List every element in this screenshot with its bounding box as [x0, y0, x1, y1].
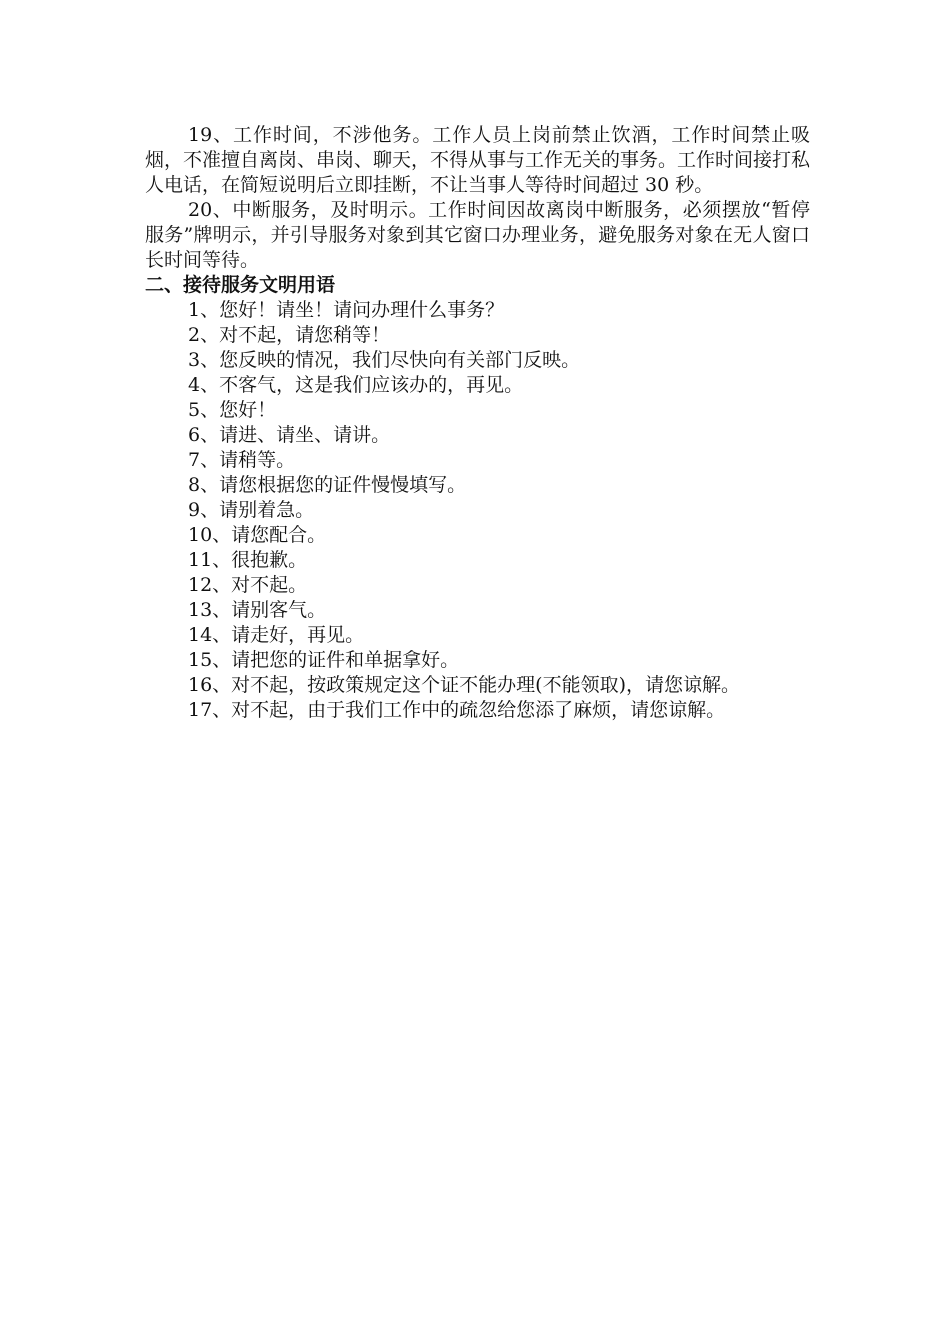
list-item: 1、您好！请坐！请问办理什么事务？	[188, 299, 505, 321]
list-item: 2、对不起，请您稍等！	[188, 324, 391, 346]
list-item: 15、请把您的证件和单据拿好。	[188, 649, 460, 671]
list-item: 9、请别着急。	[188, 499, 315, 521]
paragraph-19: 19、工作时间，不涉他务。工作人员上岗前禁止饮酒，工作时间禁止吸烟，不准擅自离岗、串岗、聊天，不得从事与工作无关的事务。工作时间接打私人电话，在简短说明后立即挂断，不让当事人等待时间超过 30 秒。	[145, 124, 811, 196]
list-item: 7、请稍等。	[188, 449, 296, 471]
section-heading: 二、接待服务文明用语	[145, 274, 336, 296]
list-item: 4、不客气，这是我们应该办的，再见。	[188, 374, 524, 396]
phrase-list	[145, 298, 810, 723]
list-item: 14、请走好，再见。	[188, 624, 365, 646]
list-item: 12、对不起。	[188, 574, 308, 596]
list-item: 3、您反映的情况，我们尽快向有关部门反映。	[188, 349, 581, 371]
list-item: 17、对不起，由于我们工作中的疏忽给您添了麻烦，请您谅解。	[188, 699, 726, 721]
list-item: 5、您好！	[188, 399, 277, 421]
paragraph-20: 20、中断服务，及时明示。工作时间因故离岗中断服务，必须摆放“暂停服务”牌明示，并引导服务对象到其它窗口办理业务，避免服务对象在无人窗口长时间等待。	[145, 199, 810, 271]
list-item: 11、很抱歉。	[188, 549, 308, 571]
document-page	[145, 123, 810, 723]
list-item: 16、对不起，按政策规定这个证不能办理(不能领取)，请您谅解。	[188, 674, 741, 696]
list-item: 13、请别客气。	[188, 599, 327, 621]
list-item: 6、请进、请坐、请讲。	[188, 424, 391, 446]
list-item: 10、请您配合。	[188, 524, 327, 546]
list-item: 8、请您根据您的证件慢慢填写。	[188, 474, 467, 496]
